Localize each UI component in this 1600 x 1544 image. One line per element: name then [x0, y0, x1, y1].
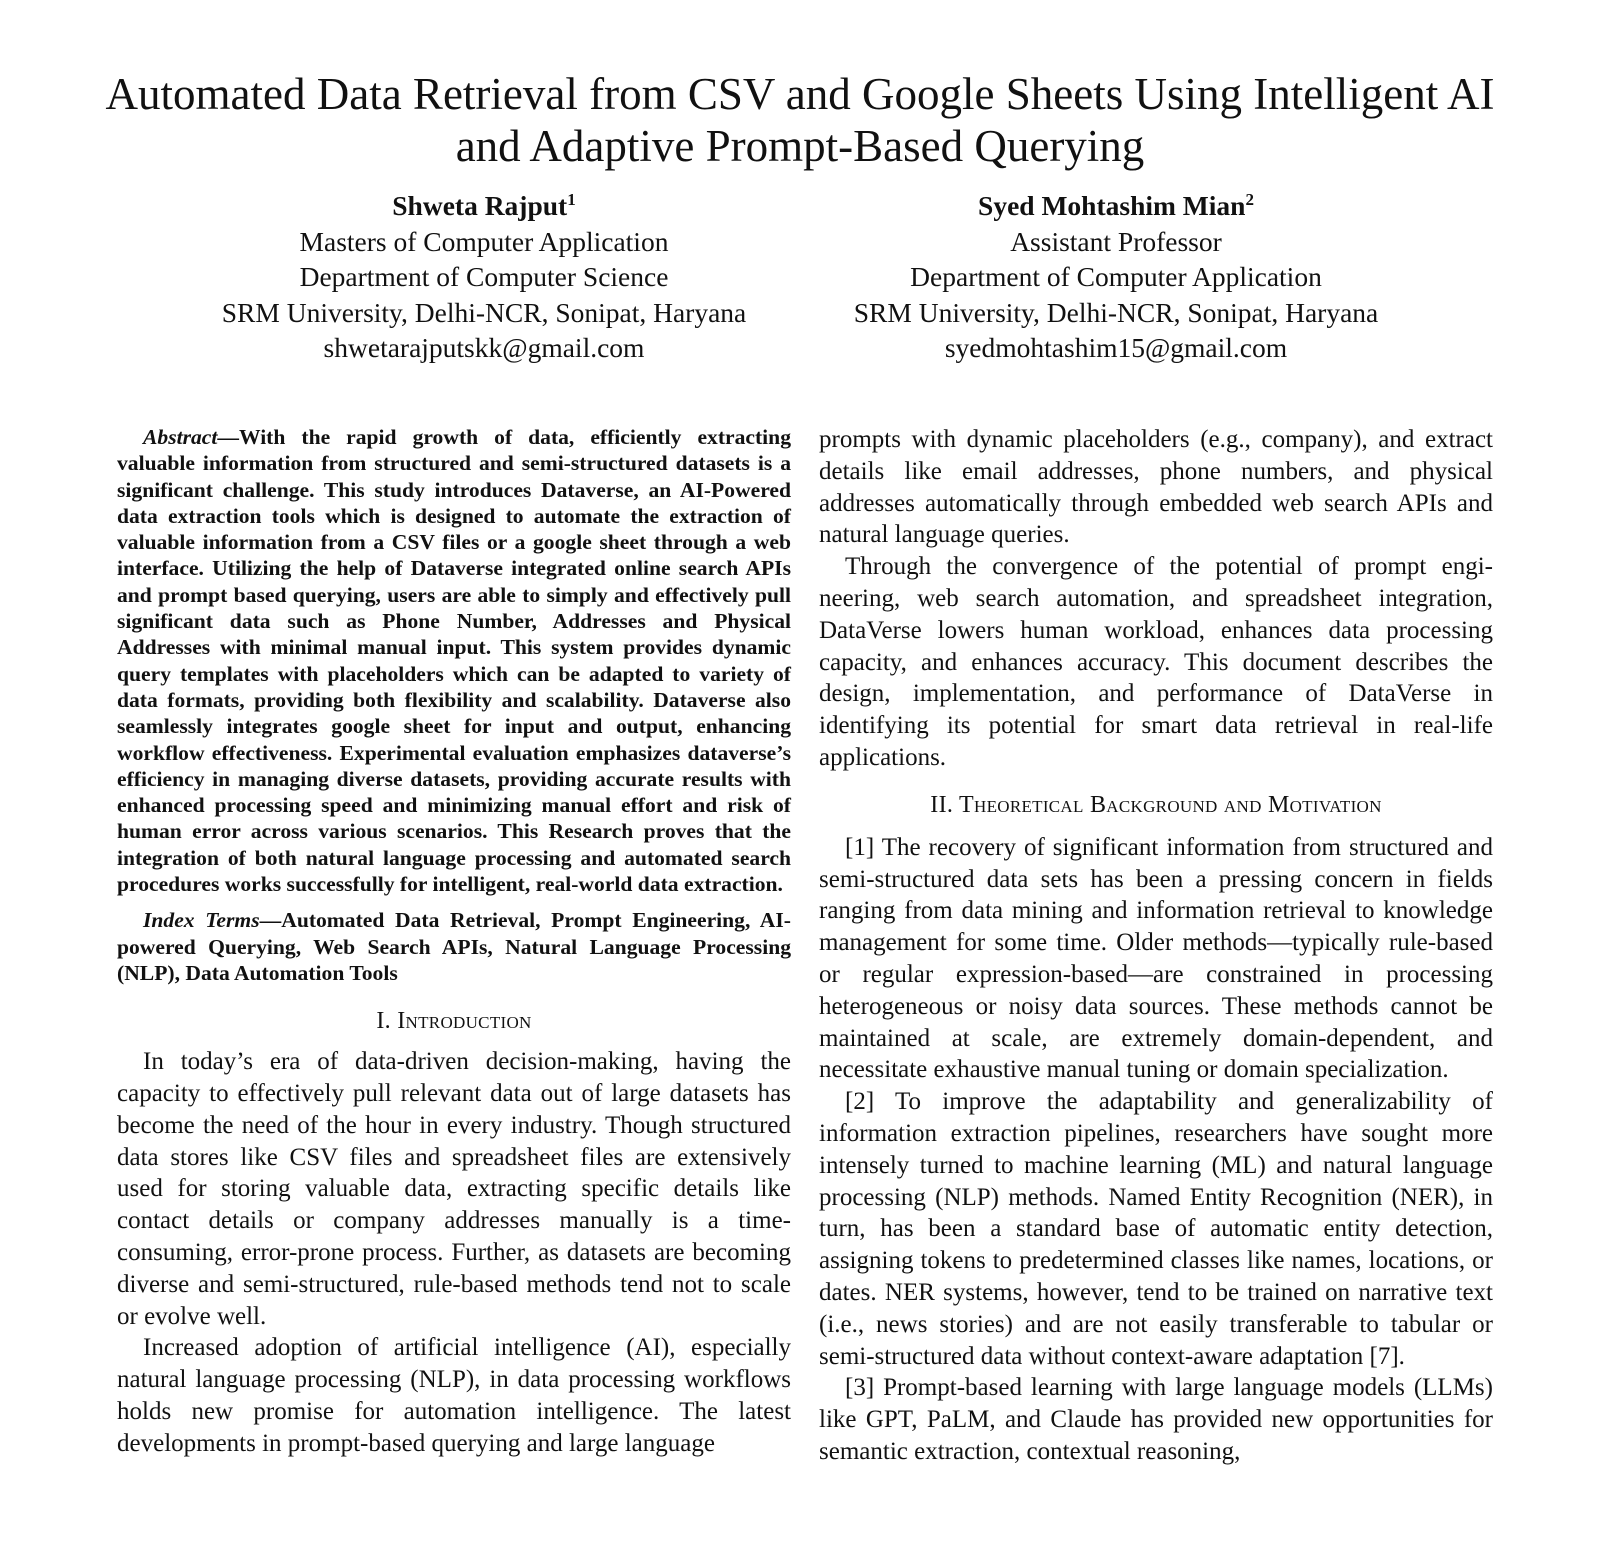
paragraph: [1] The recovery of significant information from structured and semi-structured data sets has been a pressing concern in fields ranging from data mining and information retrieval to knowledge management for some time. Older methods—typically rule-based or regular expression-based—are constrained in processing heterogeneous or noisy data sources. These methods cannot be maintained at scale, are extremely domain-dependent, and necessitate exhaustive manual tuning or domain specialization. — [819, 833, 1493, 1084]
paragraph: Increased adoption of artificial intelligence (AI), especially natural language processing (NLP), in data processing workflows holds new promise for automation intelligence. The latest developments in prompt-based querying and large language — [117, 1334, 791, 1457]
author-affiliation-mark: 1 — [567, 189, 576, 209]
author-block-2 — [806, 188, 1426, 366]
index-terms-label: Index Terms — [143, 908, 260, 933]
author-department: Department of Computer Science — [299, 261, 669, 292]
author-block-1 — [174, 188, 794, 366]
paragraph: [3] Prompt-based learning with large language models (LLMs) like GPT, PaLM, and Claude has provided new opportunities for semantic extraction, contextual reasoning, — [819, 1374, 1493, 1465]
author-role: Masters of Computer Application — [299, 225, 669, 257]
index-terms-text: —Automated Data Retrieval, Prompt Engineering, AI-powered Querying, Web Search APIs, Natural Language Processing (NLP), Data Automation Tools — [117, 908, 791, 985]
left-column — [117, 424, 791, 1460]
right-column — [819, 424, 1493, 1468]
abstract — [117, 424, 791, 897]
section-heading-background: II. Theoretical Background and Motivation — [930, 791, 1382, 818]
abstract-label: Abstract — [143, 425, 218, 449]
author-email: syedmohtashim15@gmail.com — [944, 332, 1288, 363]
author-affiliation: SRM University, Delhi-NCR, Sonipat, Haryana — [853, 296, 1379, 328]
author-name: Syed Mohtashim Mian$^2$ — [978, 189, 1254, 221]
author-affiliation: SRM University, Delhi-NCR, Sonipat, Haryana — [221, 296, 747, 328]
author-email: shwetarajputskk@gmail.com — [323, 332, 645, 363]
paragraph: [2] To improve the adaptability and generalizability of information extraction pipelines, researchers have sought more intensely turned to machine learning (ML) and natural language processing (NLP) methods. Named Entity Recognition (NER), in turn, has been a standard base of automatic entity detection, assigning tokens to predetermined classes like names, locations, or dates. NER systems, however, tend to be trained on narrative text (i.e., news stories) and are not easily transferable to tabular or semi-structured data without context-aware adaptation [7]. — [819, 1088, 1493, 1370]
abstract-text: —With the rapid growth of data, efficiently extracting valuable information from structured and semi-structured datasets is a significant challenge. This study introduces Dataverse, an AI-Powered data extraction tools which is designed to automate the extraction of valuable information from a CSV files or a google sheet through a web interface. Utilizing the help of Dataverse integrated online search APIs and prompt based querying, users are able to simply and effectively pull significant data such as Phone Number, Addresses and Physical Addresses with minimal manual input. This system provides dynamic query templates with placeholders which can be adapted to variety of data formats, providing both flexibility and scalability. Dataverse also seamlessly integrates google sheet for input and output, enhancing workflow effectiveness. Experimental evaluation emphasizes dataverse’s efficiency in managing diverse datasets, providing accurate results with enhanced processing speed and minimizing manual effort and risk of human error across various scenarios. This Research proves that the integration of both natural language processing and automated search procedures works successfully for intelligent, real-world data extraction. — [117, 425, 791, 897]
index-terms — [117, 907, 791, 986]
section-heading-introduction: I. Introduction — [376, 1008, 532, 1035]
paragraph: Through the convergence of the potential of prompt engineering, web search automation, and spreadsheet integration, DataVerse lowers human workload, enhances data processing capacity, and enhances accuracy. This document describes the design, implementation, and performance of DataVerse in identifying its potential for smart data retrieval in real-life applications. — [819, 553, 1493, 771]
paper-title: Automated Data Retrieval from CSV and Google Sheets Using Intelligent AI and Adaptive Prompt-Based Querying — [105, 69, 1495, 172]
paragraph: prompts with dynamic placeholders (e.g., company), and extract details like email addresses, phone numbers, and physical addresses automatically through embedded web search APIs and natural language queries. — [819, 426, 1493, 549]
paragraph: In today’s era of data-driven decision-making, having the capacity to effectively pull relevant data out of large datasets has become the need of the hour in every industry. Though structured data stores like CSV files and spreadsheet files are extensively used for storing valuable data, extracting specific details like contact details or company addresses manually is a time-consuming, error-prone process. Further, as datasets are becoming diverse and semi-structured, rule-based methods tend not to scale or evolve well. — [117, 1048, 791, 1330]
author-name: Shweta Rajput$^1$ — [392, 189, 576, 221]
author-department: Department of Computer Application — [910, 261, 1322, 292]
author-role: Assistant Professor — [1010, 225, 1222, 257]
author-affiliation-mark: 2 — [1245, 189, 1254, 209]
